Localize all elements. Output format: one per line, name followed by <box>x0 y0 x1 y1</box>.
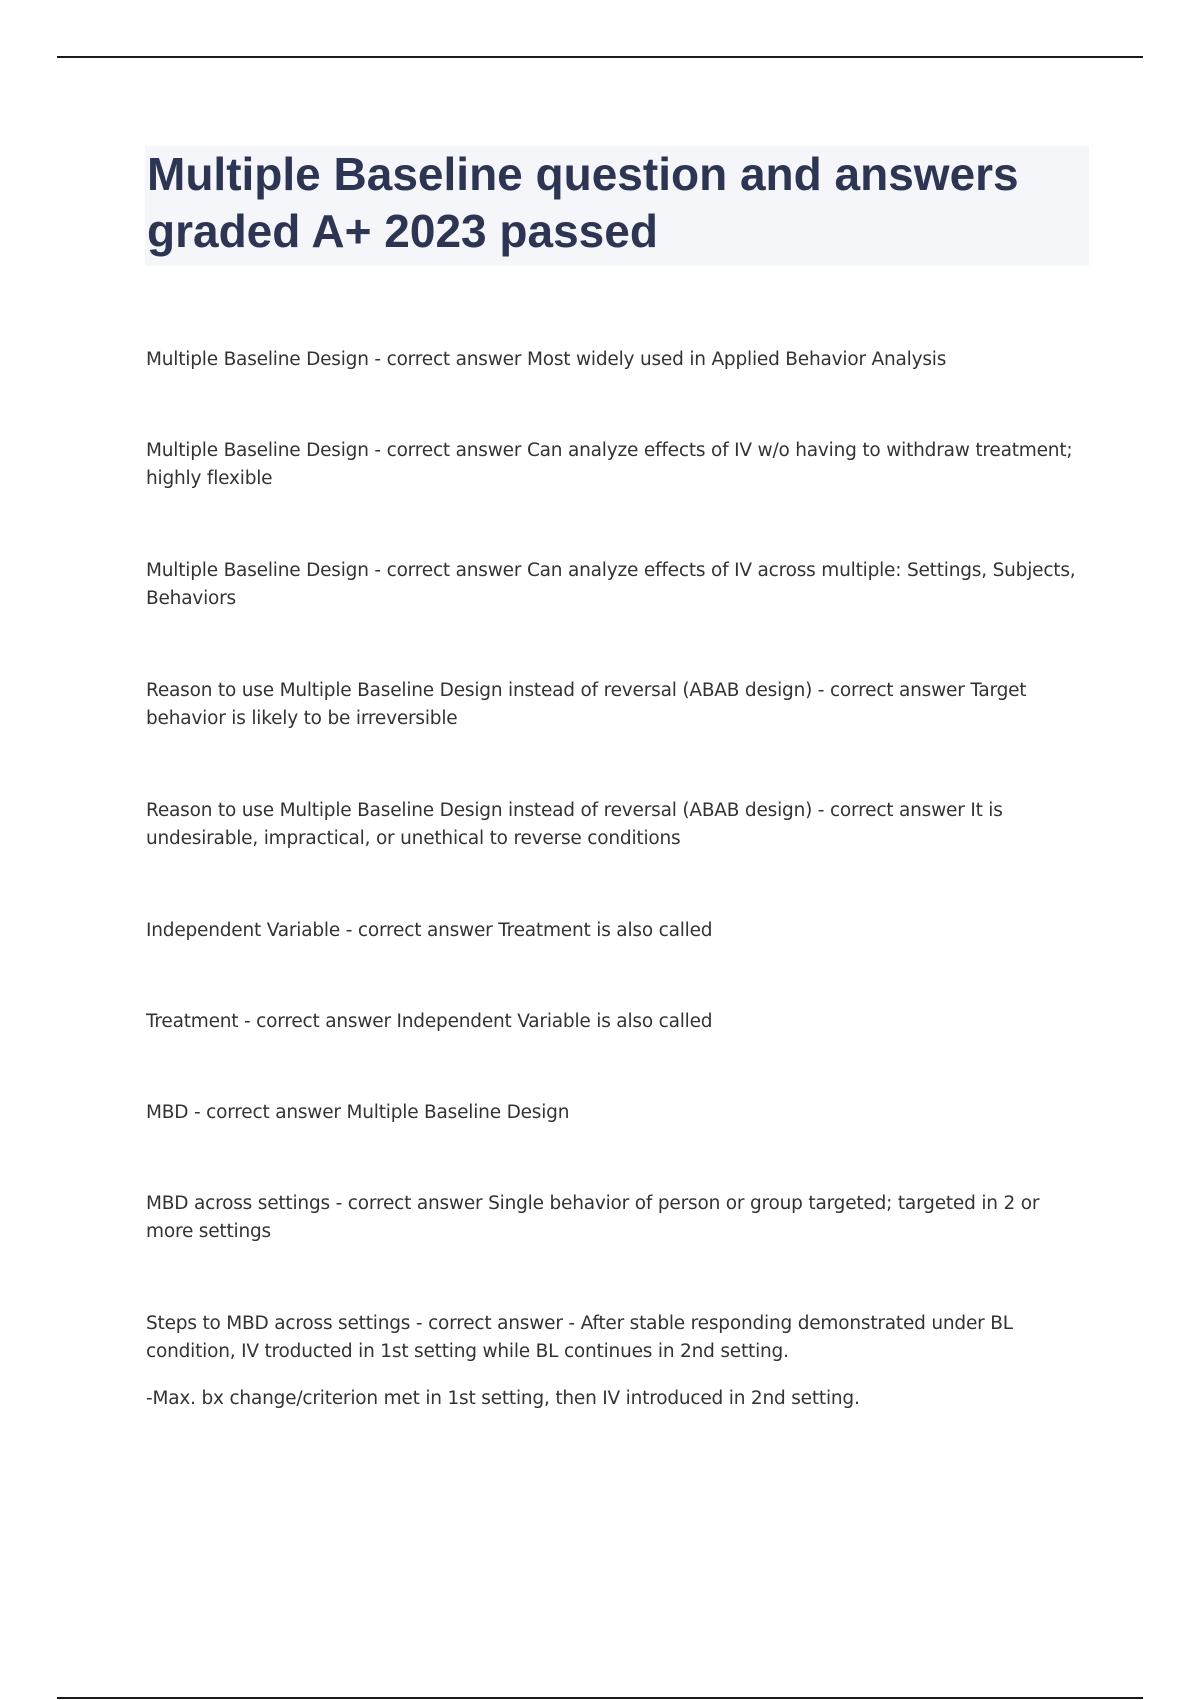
qa-item: Reason to use Multiple Baseline Design instead of reversal (ABAB design) - correct answer Target behavior is likely to be irreversible <box>146 680 1027 729</box>
title-block <box>145 146 1089 266</box>
qa-item: -Max. bx change/criterion met in 1st setting, then IV introduced in 2nd setting. <box>146 1388 860 1409</box>
qa-item: Multiple Baseline Design - correct answer Most widely used in Applied Behavior Analysis <box>146 349 947 370</box>
qa-item: Multiple Baseline Design - correct answer Can analyze effects of IV across multiple: Settings, Subjects, Behaviors <box>146 560 1076 609</box>
page-title: Multiple Baseline question and answers graded A+ 2023 passed <box>147 148 1019 257</box>
qa-item: Multiple Baseline Design - correct answer Can analyze effects of IV w/o having to withdraw treatment; highly flexible <box>146 440 1073 489</box>
qa-item: MBD - correct answer Multiple Baseline Design <box>146 1102 570 1123</box>
qa-item: MBD across settings - correct answer Single behavior of person or group targeted; targeted in 2 or more settings <box>146 1193 1040 1242</box>
qa-item: Steps to MBD across settings - correct answer - After stable responding demonstrated under BL condition, IV troducted in 1st setting while BL continues in 2nd setting. <box>146 1313 1013 1362</box>
top-rule <box>57 56 1143 58</box>
qa-item: Treatment - correct answer Independent Variable is also called <box>146 1011 713 1032</box>
qa-item: Independent Variable - correct answer Treatment is also called <box>146 920 713 941</box>
bottom-rule <box>57 1697 1143 1699</box>
qa-item: Reason to use Multiple Baseline Design instead of reversal (ABAB design) - correct answer It is undesirable, impractical, or unethical to reverse conditions <box>146 800 1003 849</box>
